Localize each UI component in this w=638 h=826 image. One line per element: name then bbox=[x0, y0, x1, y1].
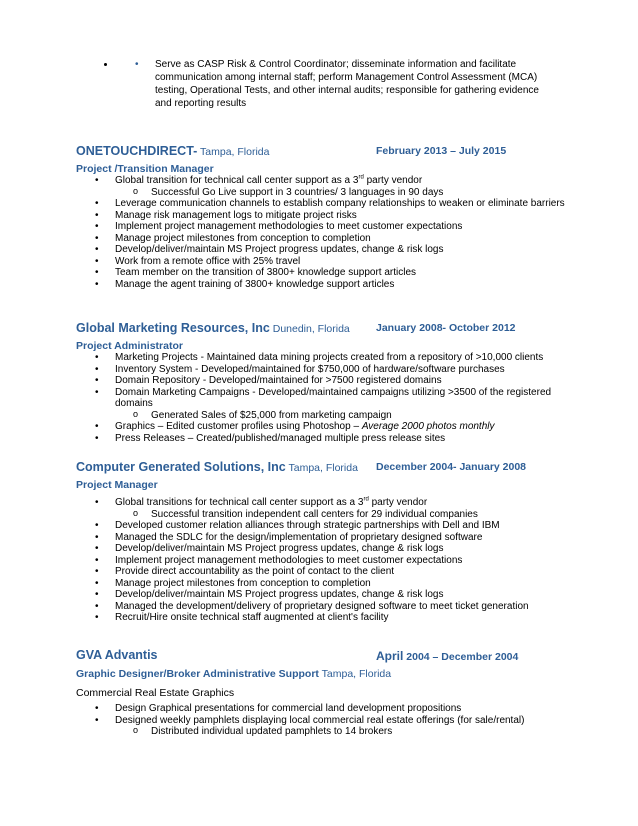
job-dates bbox=[376, 649, 518, 663]
job-bullet: • Domain Repository - Developed/maintained for >7500 registered domains bbox=[76, 375, 575, 387]
company-name bbox=[76, 144, 270, 158]
job-bullet-list bbox=[0, 520, 638, 624]
company-location: Tampa, Florida bbox=[197, 146, 270, 158]
job-bullets-block bbox=[0, 703, 638, 738]
bullet-text: Global transition for technical call center support as a 3 bbox=[115, 175, 359, 186]
job-sub-bullet-list bbox=[0, 410, 638, 422]
job-bullet bbox=[76, 421, 575, 433]
company-location: Tampa, Florida bbox=[285, 462, 358, 474]
company-name: GVA Advantis bbox=[76, 648, 158, 662]
job-bullet: • Develop/deliver/maintain MS Project progress updates, change & risk logs bbox=[76, 589, 575, 601]
job-sub-bullet-list bbox=[0, 187, 638, 199]
job-bullet: • Provide direct accountability as the point of contact to the client bbox=[76, 566, 575, 578]
job-bullet: • Manage the agent training of 3800+ knowledge support articles bbox=[76, 279, 575, 291]
job-sub-bullet-list bbox=[0, 726, 638, 738]
job-title: Project Manager bbox=[76, 479, 158, 491]
job-header-gva-advantis bbox=[76, 648, 568, 664]
job-bullet: • Develop/deliver/maintain MS Project progress updates, change & risk logs bbox=[76, 543, 575, 555]
job-bullet: • Work from a remote office with 25% travel bbox=[76, 256, 575, 268]
job-bullet: • Press Releases – Created/published/managed multiple press release sites bbox=[76, 433, 575, 445]
job-bullet: • Recruit/Hire onsite technical staff augmented at client's facility bbox=[76, 612, 575, 624]
job-bullets-block bbox=[0, 352, 638, 444]
job-title-location: Tampa, Florida bbox=[318, 668, 392, 680]
company-name bbox=[76, 321, 350, 335]
job-bullet: • Designed weekly pamphlets displaying local commercial real estate offerings (for sale/rental) bbox=[76, 715, 575, 727]
company-name bbox=[76, 460, 358, 474]
job-sub-bullet: o Distributed individual updated pamphlets to 14 brokers bbox=[76, 726, 581, 738]
job-bullet: • Implement project management methodologies to meet customer expectations bbox=[76, 221, 575, 233]
job-title: Project Administrator bbox=[76, 340, 183, 352]
job-bullet: • Manage risk management logs to mitigate project risks bbox=[76, 210, 575, 222]
superscript-rd: rd bbox=[358, 174, 364, 181]
job-sub-bullet: o Generated Sales of $25,000 from marketing campaign bbox=[76, 410, 581, 422]
job-dates: February 2013 – July 2015 bbox=[376, 145, 507, 157]
job-sub-bullet: o Successful transition independent call centers for 29 individual companies bbox=[76, 509, 581, 521]
bullet-text-tail: party vendor bbox=[368, 497, 428, 508]
job-bullet-list bbox=[0, 352, 638, 410]
job-bullet-list bbox=[0, 198, 638, 290]
job-bullet-list bbox=[0, 421, 638, 444]
job-bullet: • Develop/deliver/maintain MS Project progress updates, change & risk logs bbox=[76, 244, 575, 256]
job-title-text: Graphic Designer/Broker Administrative Support bbox=[76, 668, 319, 680]
company-label: ONETOUCHDIRECT- bbox=[76, 144, 198, 158]
job-bullet-list bbox=[0, 175, 638, 187]
job-sub-bullet-list bbox=[0, 509, 638, 521]
intro-bullet: • • Serve as CASP Risk & Control Coordinator; disseminate information and facilitate communication among internal staff; perform Management Control Assessment (MCA) testing, Operational Tests, and other internal audits; responsible for gathering evidence and reporting results bbox=[116, 58, 555, 110]
section-subheading: Commercial Real Estate Graphics bbox=[76, 687, 235, 699]
job-bullet: • Developed customer relation alliances through strategic partnerships with Dell and IBM bbox=[76, 520, 575, 532]
job-dates: December 2004- January 2008 bbox=[376, 461, 527, 473]
dates-range: 2004 – December 2004 bbox=[403, 651, 519, 663]
job-bullet: • Managed the SDLC for the design/implementation of proprietary designed software bbox=[76, 532, 575, 544]
job-bullet bbox=[76, 175, 575, 187]
bullet-text-tail: party vendor bbox=[363, 175, 423, 186]
job-bullet: • Manage project milestones from conception to completion bbox=[76, 233, 575, 245]
job-bullet-list bbox=[0, 497, 638, 509]
company-location: Dunedin, Florida bbox=[269, 323, 350, 335]
job-bullet: • Implement project management methodologies to meet customer expectations bbox=[76, 555, 575, 567]
job-bullet: • Leverage communication channels to establish company relationships to weaken or eliminate barriers bbox=[76, 198, 575, 210]
job-bullets-block bbox=[0, 175, 638, 290]
superscript-rd: rd bbox=[363, 496, 369, 503]
job-header-global-marketing bbox=[76, 321, 568, 337]
job-header-cgs bbox=[76, 460, 568, 476]
company-label: Global Marketing Resources, Inc bbox=[76, 321, 270, 335]
job-sub-bullet: o Successful Go Live support in 3 countries/ 3 languages in 90 days bbox=[76, 187, 581, 199]
company-label: Computer Generated Solutions, Inc bbox=[76, 460, 286, 474]
job-bullet: • Team member on the transition of 3800+ knowledge support articles bbox=[76, 267, 575, 279]
job-bullet: • Manage project milestones from conception to completion bbox=[76, 578, 575, 590]
job-bullet: • Domain Marketing Campaigns - Developed/maintained campaigns utilizing >3500 of the registered domains bbox=[76, 387, 575, 410]
job-title bbox=[76, 668, 391, 680]
bullet-text: Graphics – Edited customer profiles using Photoshop – bbox=[115, 421, 362, 432]
job-bullet: • Marketing Projects - Maintained data mining projects created from a repository of >10,000 clients bbox=[76, 352, 575, 364]
job-bullet bbox=[76, 497, 575, 509]
job-header-onetouchdirect bbox=[76, 144, 568, 160]
dates-start-month: April bbox=[376, 649, 404, 663]
job-bullet: • Inventory System - Developed/maintained for $750,000 of hardware/software purchases bbox=[76, 364, 575, 376]
bullet-italic-text: Average 2000 photos monthly bbox=[361, 421, 495, 432]
bullet-text: Global transitions for technical call center support as a 3 bbox=[115, 497, 364, 508]
job-bullets-block bbox=[0, 497, 638, 624]
job-dates: January 2008- October 2012 bbox=[376, 322, 516, 334]
job-bullet-list bbox=[0, 703, 638, 726]
job-bullet: • Design Graphical presentations for commercial land development propositions bbox=[76, 703, 575, 715]
job-bullet: • Managed the development/delivery of proprietary designed software to meet ticket generation bbox=[76, 601, 575, 613]
job-title: Project /Transition Manager bbox=[76, 163, 214, 175]
intro-bullet-list bbox=[76, 58, 566, 110]
